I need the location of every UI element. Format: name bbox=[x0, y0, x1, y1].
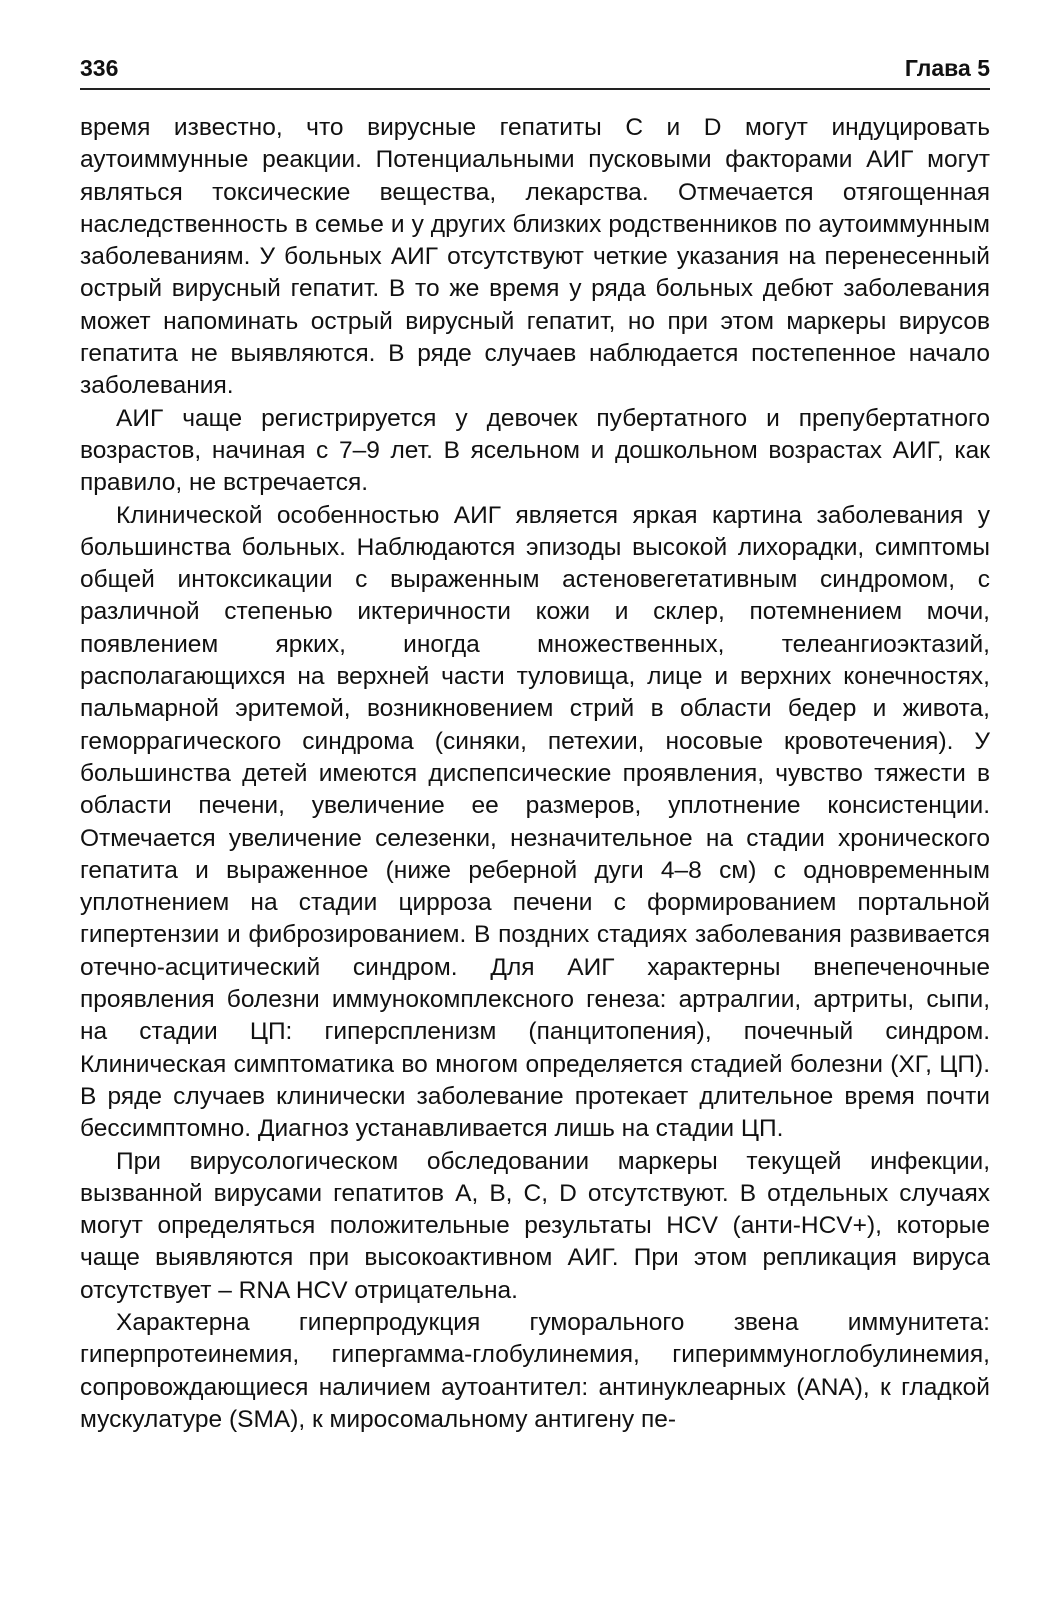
paragraph-humoral-immunity: Характерна гиперпродукция гуморального звена иммунитета: гиперпротеинемия, гипергамма-глобулинемия, гипериммуноглобулинемия, сопровождающиеся наличием аутоантител: антинуклеарных (ANA), к гладкой мускулатуре (SMA), к миросомальному антигену пе- bbox=[80, 1308, 990, 1433]
paragraph-age-incidence: АИГ чаще регистрируется у девочек пубертатного и препубертатного возрастов, начиная с 7–9 лет. В ясельном и дошкольном возрастах АИГ, как правило, не встречается. bbox=[80, 404, 990, 497]
body-text bbox=[80, 112, 990, 1436]
paragraph-clinical-features: Клинической особенностью АИГ является яркая картина заболевания у большинства больных. Наблюдаются эпизоды высокой лихорадки, симптомы общей интоксикации с выраженным астеновегетативным синдромом, с различной степенью иктеричности кожи и склер, потемнением мочи, появлением ярких, иногда множественных, телеангиоэктазий, располагающихся на верхней части туловища, лице и верхних конечностях, пальмарной эритемой, возникновением стрий в области бедер и живота, геморрагического синдрома (синяки, петехии, носовые кровотечения). У большинства детей имеются диспепсические проявления, чувство тяжести в области печени, увеличение ее размеров, уплотнение консистенции. Отмечается увеличение селезенки, незначительное на стадии хронического гепатита и выраженное (ниже реберной дуги 4–8 см) с одновременным уплотнением на стадии цирроза печени с формированием портальной гипертензии и фиброзированием. В поздних стадиях заболевания развивается отечно-асцитический синдром. Для АИГ характерны внепеченочные проявления болезни иммунокомплексного генеза: артралгии, артриты, сыпи, на стадии ЦП: гиперспленизм (панцитопения), почечный синдром. Клиническая симптоматика во многом определяется стадией болезни (ХГ, ЦП). В ряде случаев клинически заболевание протекает длительное время почти бессимптомно. Диагноз устанавливается лишь на стадии ЦП. bbox=[80, 501, 990, 1143]
paragraph-continuation: время известно, что вирусные гепатиты C и D могут индуцировать аутоиммунные реакции. Потенциальными пусковыми факторами АИГ могут являться токсические вещества, лекарства. Отмечается отягощенная наследственность в семье и у других близких родственников по аутоиммунным заболеваниям. У больных АИГ отсутствуют четкие указания на перенесенный острый вирусный гепатит. В то же время у ряда больных дебют заболевания может напоминать острый вирусный гепатит, но при этом маркеры вирусов гепатита не выявляются. В ряде случаев наблюдается постепенное начало заболевания. bbox=[80, 114, 990, 400]
book-page bbox=[80, 54, 990, 1436]
paragraph-virology: При вирусологическом обследовании маркеры текущей инфекции, вызванной вирусами гепатитов A, B, C, D отсутствуют. В отдельных случаях могут определяться положительные результаты HCV (анти-HCV+), которые чаще выявляются при высокоактивном АИГ. При этом репликация вируса отсутствует – RNA HCV отрицательна. bbox=[80, 1147, 990, 1304]
running-header bbox=[80, 54, 990, 90]
page-number: 336 bbox=[80, 55, 119, 81]
chapter-title: Глава 5 bbox=[904, 55, 990, 81]
